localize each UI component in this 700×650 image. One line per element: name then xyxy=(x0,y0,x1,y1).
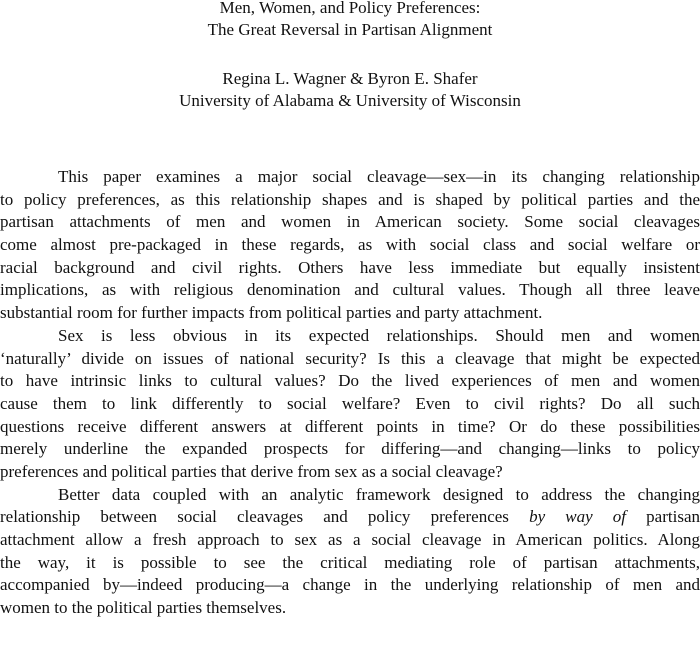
text-line xyxy=(0,506,700,529)
text-line: preferences and political parties that derive from sex as a social cleavage? xyxy=(0,461,503,481)
affiliations: University of Alabama & University of Wisconsin xyxy=(179,91,521,110)
text-line: questions receive different answers at different points in time? Or do these possibilities xyxy=(0,416,700,436)
text-line: women to the political parties themselves. xyxy=(0,598,287,618)
author-block xyxy=(0,68,700,112)
paragraph-1 xyxy=(0,166,700,325)
text-line: accompanied by—indeed producing—a change in the underlying relationship of men and xyxy=(0,575,700,595)
paragraph-3 xyxy=(0,484,700,620)
text-line: to policy preferences, as this relationship shapes and is shaped by political parties and the xyxy=(0,189,700,209)
text-line: merely underline the expanded prospects for differing—and changing—links to policy xyxy=(0,439,700,459)
emphasized-phrase: by way of xyxy=(529,507,627,527)
text-line: ‘naturally’ divide on issues of national security? Is this a cleavage that might be expected xyxy=(0,348,700,368)
text-line: racial background and civil rights. Others have less immediate but equally insistent xyxy=(0,257,700,277)
text-line: cause them to link differently to social welfare? Even to civil rights? Do all such xyxy=(0,393,700,413)
text-line: to have intrinsic links to cultural values? Do the lived experiences of men and women xyxy=(0,371,700,391)
paper-title xyxy=(0,0,700,41)
title-line-2: The Great Reversal in Partisan Alignment xyxy=(207,20,493,39)
text-line: come almost pre-packaged in these regards, as with social class and social welfare or xyxy=(0,235,700,255)
text-line: the way, it is possible to see the critical mediating role of partisan attachments, xyxy=(0,552,700,572)
text-line: partisan attachments of men and women in American society. Some social cleavages xyxy=(0,212,700,232)
paragraph-2 xyxy=(0,325,700,484)
authors: Regina L. Wagner & Byron E. Shafer xyxy=(222,69,478,88)
text-segment: relationship between social cleavages and policy preferences xyxy=(0,507,530,527)
text-line: Sex is less obvious in its expected relationships. Should men and women xyxy=(58,325,700,345)
abstract-body xyxy=(0,166,700,620)
text-line: implications, as with religious denomination and cultural values. Though all three leave xyxy=(0,280,700,300)
text-line: Better data coupled with an analytic framework designed to address the changing xyxy=(58,484,700,504)
text-segment: partisan xyxy=(626,507,700,527)
text-line: attachment allow a fresh approach to sex as a social cleavage in American politics. Along xyxy=(0,530,700,549)
text-line: This paper examines a major social cleavage—sex—in its changing relationship xyxy=(58,167,700,186)
title-line-1: Men, Women, and Policy Preferences: xyxy=(219,0,481,17)
text-line: substantial room for further impacts from political parties and party attachment. xyxy=(0,303,543,323)
